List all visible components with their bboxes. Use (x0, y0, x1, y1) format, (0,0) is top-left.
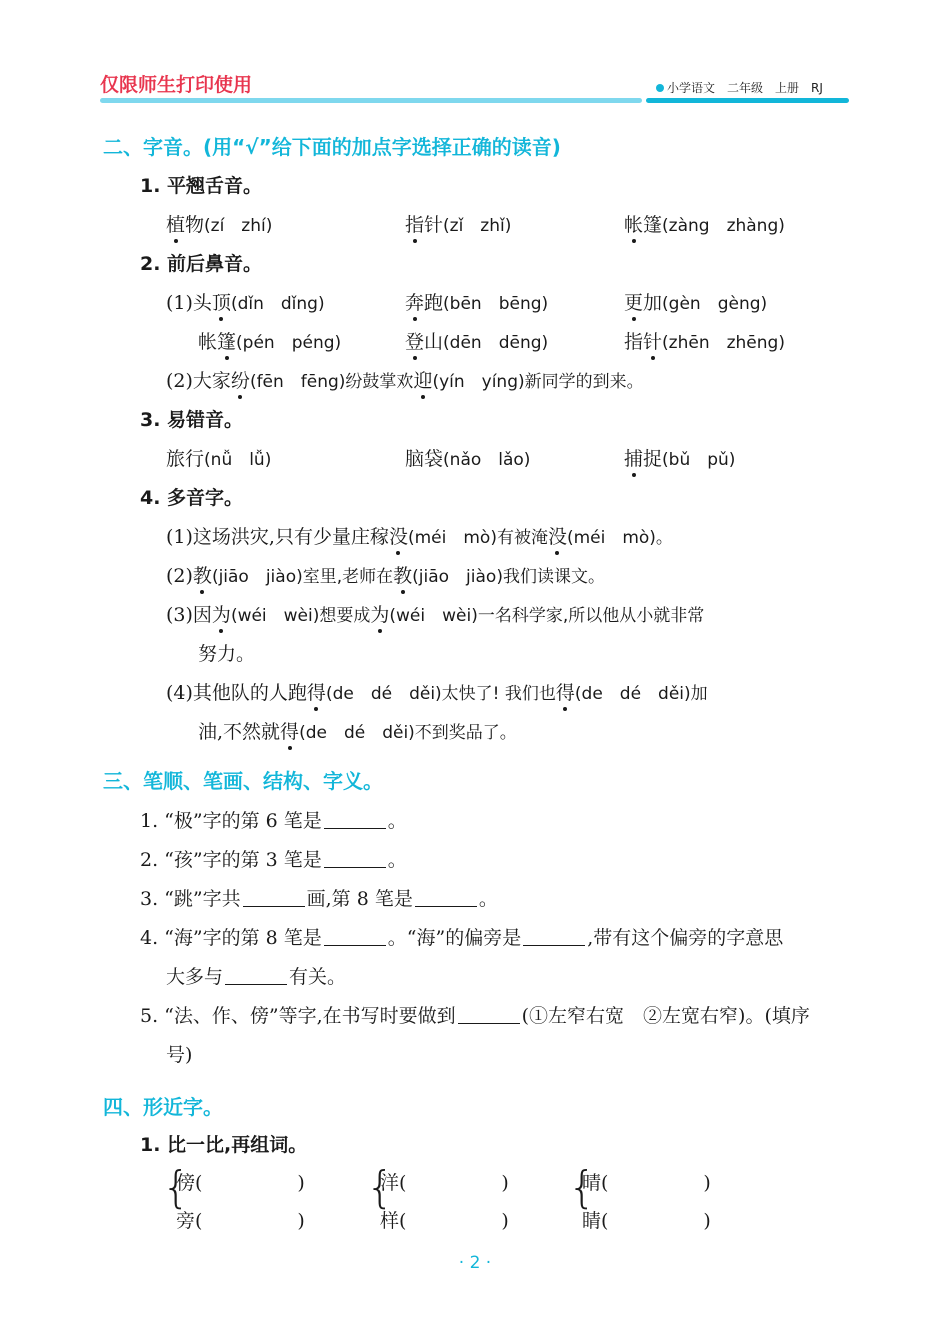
pair-3-a: 晴( ) (582, 1172, 711, 1194)
q2-3-label: 3. 易错音。 (140, 409, 244, 431)
q2-3-item-1: 旅行(nǚ lǚ) (166, 448, 272, 470)
q3-5-cont: 号) (166, 1044, 193, 1066)
q2-4-sentence-1: (1)这场洪灾,只有少量庄稼没(méi mò)有被淹没(méi mò)。 (166, 526, 673, 548)
answer-blank[interactable] (243, 888, 305, 907)
q4-1-label: 1. 比一比,再组词。 (140, 1134, 308, 1156)
q2-4-sentence-3: (3)因为(wéi wèi)想要成为(wéi wèi)一名科学家,所以他从小就非常 (166, 604, 705, 626)
q2-4-sentence-2: (2)教(jiāo jiào)室里,老师在教(jiāo jiào)我们读课文。 (166, 565, 605, 587)
q2-2-row1-item-2: 奔跑(bēn bēng) (405, 292, 549, 314)
answer-blank[interactable] (324, 927, 386, 946)
bullet-icon (656, 84, 664, 92)
q2-2-row1-item-1: (1)头顶(dǐn dǐng) (166, 292, 325, 314)
pair-2-b: 样( ) (380, 1210, 509, 1232)
q3-1: 1. “极”字的第 6 笔是 。 (140, 810, 407, 832)
answer-blank[interactable] (523, 927, 585, 946)
q3-3: 3. “跳”字共 画,第 8 笔是 。 (140, 888, 498, 910)
q2-3-item-2: 脑袋(nǎo lǎo) (405, 448, 531, 470)
book-info (656, 79, 823, 96)
q2-4-sentence-3-cont: 努力。 (198, 643, 256, 665)
volume: 上册 (775, 81, 800, 95)
brace-icon: { (162, 1162, 190, 1213)
brace-icon: { (568, 1162, 596, 1213)
answer-blank[interactable] (458, 1005, 520, 1024)
brace-icon: { (366, 1162, 394, 1213)
subject: 小学语文 (667, 81, 716, 95)
q2-2-label: 2. 前后鼻音。 (140, 253, 263, 275)
watermark-text: 仅限师生打印使用 (100, 74, 253, 96)
answer-blank[interactable] (415, 888, 477, 907)
header-bar (100, 98, 642, 103)
q2-2-sentence-2: (2)大家纷(fēn fēng)纷鼓掌欢迎(yín yíng)新同学的到来。 (166, 370, 644, 392)
q2-1-item-2: 指针(zǐ zhǐ) (405, 214, 512, 236)
q2-1-item-3: 帐篷(zàng zhàng) (624, 214, 785, 236)
pair-3-b: 睛( ) (582, 1210, 711, 1232)
q3-5: 5. “法、作、傍”等字,在书写时要做到 (①左窄右宽 ②左宽右窄)。(填序 (140, 1005, 810, 1027)
q2-3-item-3: 捕捉(bǔ pǔ) (624, 448, 736, 470)
q2-1-item-1: 植物(zí zhí) (166, 214, 273, 236)
q3-4: 4. “海”字的第 8 笔是 。“海”的偏旁是 ,带有这个偏旁的字意思 (140, 927, 784, 949)
pair-2-a: 洋( ) (380, 1172, 509, 1194)
q2-2-row2-item-2: 登山(dēn dēng) (405, 331, 549, 353)
q2-1-label: 1. 平翘舌音。 (140, 175, 263, 197)
q3-2: 2. “孩”字的第 3 笔是 。 (140, 849, 407, 871)
edition: RJ (811, 81, 823, 95)
page-number: · 2 · (458, 1253, 492, 1273)
pair-1-a: 傍( ) (176, 1172, 305, 1194)
q2-4-label: 4. 多音字。 (140, 487, 244, 509)
section-2-title: 二、字音。(用“√”给下面的加点字选择正确的读音) (103, 135, 561, 159)
section-3-title: 三、笔顺、笔画、结构、字义。 (103, 769, 383, 793)
section-4-title: 四、形近字。 (103, 1095, 223, 1119)
header-bar-accent (646, 98, 849, 103)
grade: 二年级 (727, 81, 764, 95)
q2-4-sentence-4: (4)其他队的人跑得(de dé děi)太快了! 我们也得(de dé děi)加 (166, 682, 708, 704)
q3-4-cont: 大多与 有关。 (166, 966, 347, 988)
answer-blank[interactable] (324, 810, 386, 829)
answer-blank[interactable] (324, 849, 386, 868)
q2-4-sentence-4-cont: 油,不然就得(de dé děi)不到奖品了。 (198, 721, 517, 743)
pair-1-b: 旁( ) (176, 1210, 305, 1232)
q2-2-row1-item-3: 更加(gèn gèng) (624, 292, 768, 314)
q2-2-row2-item-1: 帐篷(pén péng) (198, 331, 342, 353)
q2-2-row2-item-3: 指针(zhēn zhēng) (624, 331, 785, 353)
answer-blank[interactable] (225, 966, 287, 985)
